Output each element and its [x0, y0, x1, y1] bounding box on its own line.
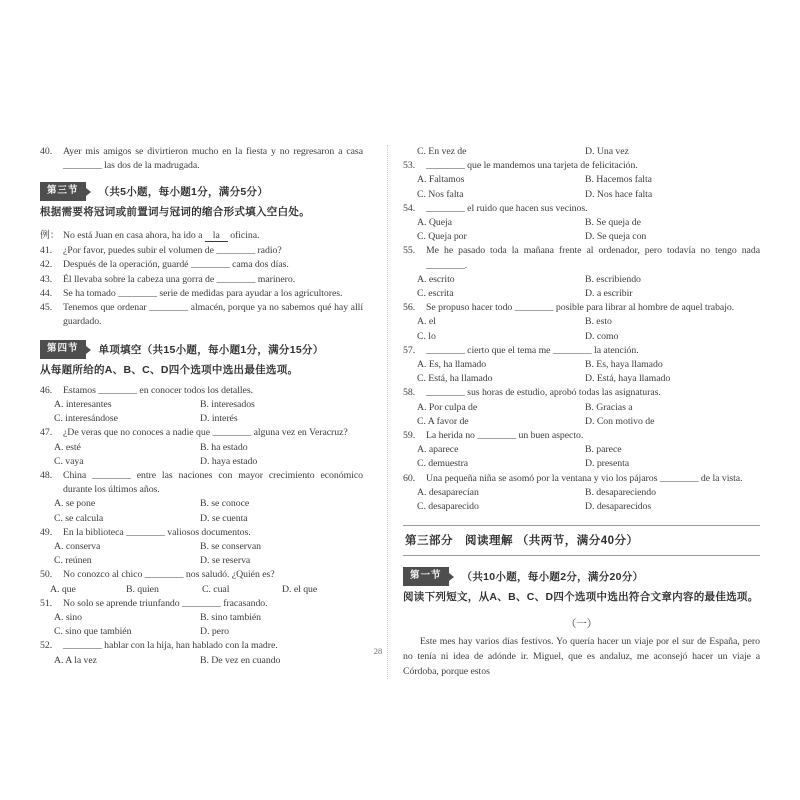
option: A. el: [417, 316, 436, 328]
example-line: [40, 229, 363, 243]
option: A. desaparecían: [417, 486, 479, 498]
question: [403, 386, 760, 429]
option: D. Una vez: [585, 146, 629, 157]
question-number: 59.: [403, 430, 416, 442]
option: A. A la vez: [54, 654, 97, 666]
option: A. Queja: [417, 217, 452, 229]
question-stem: [403, 344, 760, 358]
question-number: 57.: [403, 344, 416, 356]
option: C. demuestra: [417, 458, 469, 470]
question-number: 55.: [403, 245, 416, 257]
option: A. esté: [54, 441, 81, 453]
question: [40, 384, 363, 427]
option: B. esto: [585, 316, 612, 328]
question-text: ¿De veras que no conoces a nadie que ________ alguna vez en Veracruz?: [63, 427, 348, 439]
option: D. pero: [200, 626, 230, 638]
question-options: [403, 358, 760, 386]
question-stem: [403, 202, 760, 216]
option: B. escribiendo: [585, 273, 641, 285]
question-text: ________ sus horas de estudio, aprobó todas las asignaturas.: [426, 387, 661, 399]
section-instruction: 阅读下列短文，从A、B、C、D四个选项中选出符合文章内容的最佳选项。: [403, 590, 759, 603]
question-number: 48.: [40, 470, 53, 482]
question: [403, 429, 760, 472]
question-text: ________ cierto que el tema me ________ la atención.: [426, 344, 639, 356]
question-number: 50.: [40, 569, 53, 581]
question: [40, 258, 363, 272]
question-number: 45.: [40, 301, 53, 313]
example-text: [63, 229, 363, 243]
section-badge: 第四节: [40, 340, 86, 359]
question: [403, 344, 760, 387]
question-text: ________ que le mandemos una tarjeta de felicitación.: [426, 160, 638, 172]
example-label: 例：: [40, 229, 60, 241]
question-text: Después de la operación, guardé ________ cama dos días.: [63, 259, 289, 271]
question-text: Se propuso hacer todo ________ posible para librar al hombre de aquel trabajo.: [426, 302, 735, 314]
question-number: 42.: [40, 259, 53, 271]
example-after: oficina.: [230, 229, 260, 241]
option: B. ha estado: [200, 441, 248, 453]
option: B. parece: [585, 444, 622, 456]
option: A. Por culpa de: [417, 401, 478, 413]
question-text: Él llevaba sobre la cabeza una gorra de ________ marinero.: [63, 273, 296, 285]
option: A. aparece: [417, 444, 459, 456]
section-meta: （共5小题，每小题1分，满分5分）: [98, 185, 269, 198]
question: [403, 301, 760, 344]
question: [40, 287, 363, 301]
option: D. haya estado: [200, 455, 258, 467]
question-options: [403, 173, 760, 201]
question-text: Se ha tomado ________ serie de medidas para ayudar a los agricultores.: [63, 287, 343, 299]
question-text: La herida no ________ un buen aspecto.: [426, 430, 584, 442]
option: D. como: [585, 330, 619, 342]
section4-header: [40, 340, 363, 359]
option: B. Se queja de: [585, 217, 641, 229]
question-stem: [40, 568, 363, 582]
question-options: [403, 273, 760, 301]
section1-header: [403, 567, 760, 586]
section-meta: （共10小题，每小题2分，满分20分）: [461, 570, 644, 583]
question-options: [40, 540, 363, 568]
section-title: 单项填空（共15小题，每小题1分，满分15分）: [98, 343, 324, 356]
option: C. desaparecido: [417, 501, 479, 513]
option: D. Con motivo de: [585, 415, 655, 427]
question-stem: [403, 472, 760, 486]
page-number: 28: [373, 646, 383, 656]
option: D. se reserva: [200, 555, 251, 567]
option: D. Está, haya llamado: [585, 373, 671, 385]
option: C. cual: [202, 583, 230, 595]
question-stem: [40, 244, 363, 258]
question-options: [40, 611, 363, 639]
option: C. escrita: [417, 288, 454, 300]
question-number: 60.: [403, 472, 416, 484]
option: A. sino: [54, 612, 82, 624]
question: [40, 301, 363, 329]
choice-questions-left: [40, 384, 363, 668]
question-text: China ________ entre las naciones con mayor crecimiento económico durante los últimos años.: [63, 470, 363, 496]
option: C. A favor de: [417, 415, 469, 427]
question-text: Me he pasado toda la mañana frente al ordenador, pero todavía no tengo nada ________.: [426, 245, 760, 271]
question-number: 58.: [403, 387, 416, 399]
question-stem: [40, 426, 363, 440]
question-options: [40, 497, 363, 525]
question-options: [40, 398, 363, 426]
question: [40, 526, 363, 569]
page-body: [40, 145, 760, 679]
option: B. sino también: [200, 612, 262, 624]
question-stem: [40, 526, 363, 540]
option: B. Hacemos falta: [585, 174, 652, 186]
question-text: ________ el ruido que hacen sus vecinos.: [426, 202, 588, 214]
option: D. presenta: [585, 458, 630, 470]
question-text: No solo se aprende triunfando ________ fracasando.: [63, 597, 268, 609]
option: D. desaparecidos: [585, 501, 652, 513]
section-instruction: 从每题所给的A、B、C、D四个选项中选出最佳选项。: [40, 363, 299, 376]
question-options: [403, 216, 760, 244]
question-stem: [403, 429, 760, 443]
question: [40, 597, 363, 640]
option: A. que: [50, 583, 76, 595]
option: D. Se queja con: [585, 231, 647, 243]
option: C. lo: [417, 330, 436, 342]
option: D. el que: [282, 583, 318, 595]
section-instruction: 根据需要将冠词或前置词与冠词的缩合形式填入空白处。: [40, 205, 310, 218]
example-answer: la: [205, 230, 228, 242]
option: D. a escribir: [585, 288, 633, 300]
question-number: 52.: [40, 640, 53, 652]
question-number: 44.: [40, 287, 53, 299]
question: [40, 244, 363, 258]
question-options: [403, 401, 760, 429]
option: A. se pone: [54, 498, 96, 510]
example-before: No está Juan en casa ahora, ha ido a: [63, 229, 203, 241]
question-stem: [40, 273, 363, 287]
option: A. Faltamos: [417, 174, 465, 186]
section-badge: 第一节: [403, 567, 449, 586]
option: C. Queja por: [417, 231, 467, 243]
question: [403, 159, 760, 202]
question-text: ________ hablar con la hija, han hablado con la madre.: [63, 640, 278, 652]
option: D. interés: [200, 413, 238, 425]
question-stem: [40, 287, 363, 301]
choice-questions-right: [403, 159, 760, 514]
question-number: 53.: [403, 160, 416, 172]
option: C. vaya: [54, 455, 84, 467]
question-stem: [40, 597, 363, 611]
question: [403, 472, 760, 515]
question-number: 41.: [40, 245, 53, 257]
question: [40, 568, 363, 596]
question-number: 40.: [40, 146, 53, 157]
option: D. se cuenta: [200, 512, 248, 524]
question-stem: [403, 301, 760, 315]
question-options: [403, 443, 760, 471]
option: B. desapareciendo: [585, 486, 656, 498]
right-column: [403, 145, 760, 679]
question-stem: [403, 159, 760, 173]
part3-heading: 第三部分 阅读理解 （共两节，满分40分）: [403, 525, 760, 556]
question-number: 56.: [403, 302, 416, 314]
option: B. quien: [126, 583, 159, 595]
question-number: 49.: [40, 526, 53, 538]
question: [40, 469, 363, 526]
question-stem: [403, 244, 760, 272]
option: A. interesantes: [54, 399, 112, 411]
question-52-continued-options: [403, 145, 760, 159]
option: B. se conoce: [200, 498, 250, 510]
passage-text: Este mes hay varios días festivos. Yo quería hacer un viaje por el sur de España, pero no tenía ni idea de adónde ir. Miguel, que es andaluz, me aconsejó hacer un viaje a Córdoba, porque estos: [403, 635, 760, 677]
option: A. Es, ha llamado: [417, 359, 487, 371]
question-stem: [40, 258, 363, 272]
question-text: Tenemos que ordenar ________ almacén, porque ya no sabemos qué hay allí guardado.: [63, 301, 363, 328]
option: B. Gracias a: [585, 401, 633, 413]
question-options: [40, 441, 363, 469]
option: C. se calcula: [54, 512, 104, 524]
option: A. escrito: [417, 273, 455, 285]
column-divider: [387, 145, 388, 679]
question: [403, 244, 760, 301]
question-number: 43.: [40, 273, 53, 285]
option: B. interesados: [200, 399, 255, 411]
option: C. sino que también: [54, 626, 132, 638]
question-number: 46.: [40, 384, 53, 396]
option: D. Nos hace falta: [585, 188, 653, 200]
fill-questions: [40, 244, 363, 329]
option: C. Nos falta: [417, 188, 464, 200]
question-number: 47.: [40, 427, 53, 439]
option: B. Es, haya llamado: [585, 359, 663, 371]
question-number: 54.: [403, 202, 416, 214]
question-text: Estamos ________ en conocer todos los detalles.: [63, 384, 254, 396]
question-stem: [40, 384, 363, 398]
question-options: [403, 486, 760, 514]
question-stem: [40, 469, 363, 497]
left-column: [40, 145, 363, 679]
question-options: [40, 583, 363, 597]
question-number: 51.: [40, 597, 53, 609]
question-text: Ayer mis amigos se divirtieron mucho en la fiesta y no regresaron a casa ________ las dos de la madrugada.: [63, 146, 363, 172]
question: [40, 273, 363, 287]
question-stem: [403, 386, 760, 400]
question: [403, 202, 760, 245]
question-text: No conozco al chico ________ nos saludó. ¿Quién es?: [63, 569, 275, 581]
question: [40, 145, 363, 173]
option: B. se conservan: [200, 541, 262, 553]
option: A. conserva: [54, 541, 101, 553]
section3-header: [40, 182, 363, 201]
question-text: Una pequeña niña se asomó por la ventana y vio los pájaros ________ de la vista.: [426, 472, 743, 484]
section-badge: 第三节: [40, 182, 86, 201]
option: C. interesándose: [54, 413, 118, 425]
question: [40, 426, 363, 469]
option: B. De vez en cuando: [200, 654, 281, 666]
question-options: [403, 315, 760, 343]
question-stem: [40, 301, 363, 329]
question-text: ¿Por favor, puedes subir el volumen de ________ radio?: [63, 245, 282, 257]
passage-heading: （一）: [565, 618, 598, 630]
option: C. Está, ha llamado: [417, 373, 493, 385]
option: C. En vez de: [417, 146, 467, 157]
option: C. reúnen: [54, 555, 92, 567]
question-text: En la biblioteca ________ valiosos documentos.: [63, 526, 251, 538]
